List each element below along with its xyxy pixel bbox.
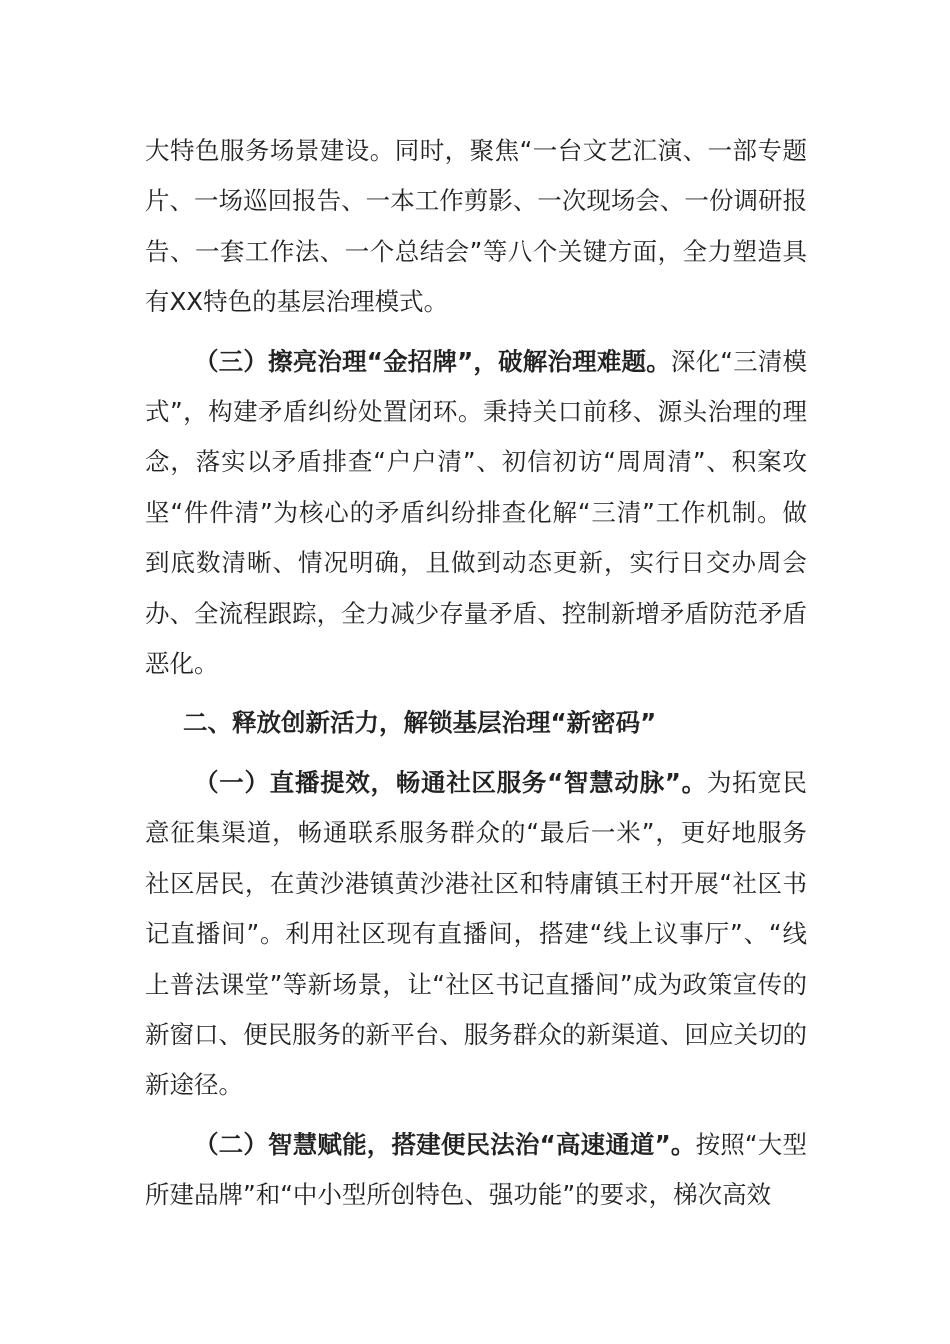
- paragraph-continuation: [145, 126, 807, 328]
- paragraph-body: 按照“大型所建品牌”和“中小型所创特色、强功能”的要求，梯次高效: [145, 1129, 807, 1210]
- subsection-heading: （一）直播提效，畅通社区服务“智慧动脉”。: [194, 767, 707, 797]
- paragraph-subsection-3: [145, 337, 807, 690]
- paragraph-subsection-1: [145, 758, 807, 1111]
- paragraph-body: 为拓宽民意征集渠道，畅通联系服务群众的“最后一米”，更好地服务社区居民，在黄沙港镇黄沙港社区和特庸镇王村开展“社区书记直播间”。利用社区现有直播间，搭建“线上议事厅”、“线上普法课堂”等新场景，让“社区书记直播间”成为政策宣传的新窗口、便民服务的新平台、服务群众的新渠道、回应关切的新途径。: [145, 767, 808, 1100]
- paragraph-body: 深化“三清模式”，构建矛盾纠纷处置闭环。秉持关口前移、源头治理的理念，落实以矛盾排查“户户清”、初信初访“周周清”、积案攻坚“件件清”为核心的矛盾纠纷排查化解“三清”工作机制。做到底数清晰、情况明确，且做到动态更新，实行日交办周会办、全流程跟踪，全力减少存量矛盾、控制新增矛盾防范矛盾恶化。: [145, 346, 808, 679]
- section-heading-2: 二、释放创新活力，解锁基层治理“新密码”: [183, 708, 657, 738]
- subsection-heading: （三）擦亮治理“金招牌”，破解治理难题。: [194, 346, 671, 376]
- paragraph-subsection-2: [145, 1120, 807, 1221]
- subsection-heading: （二）智慧赋能，搭建便民法治“高速通道”。: [194, 1129, 696, 1159]
- document-body: [145, 126, 807, 1230]
- paragraph-body: 大特色服务场景建设。同时，聚焦“一台文艺汇演、一部专题片、一场巡回报告、一本工作剪影、一次现场会、一份调研报告、一套工作法、一个总结会”等八个关键方面，全力塑造具有XX特色的基层治理模式。: [145, 136, 807, 317]
